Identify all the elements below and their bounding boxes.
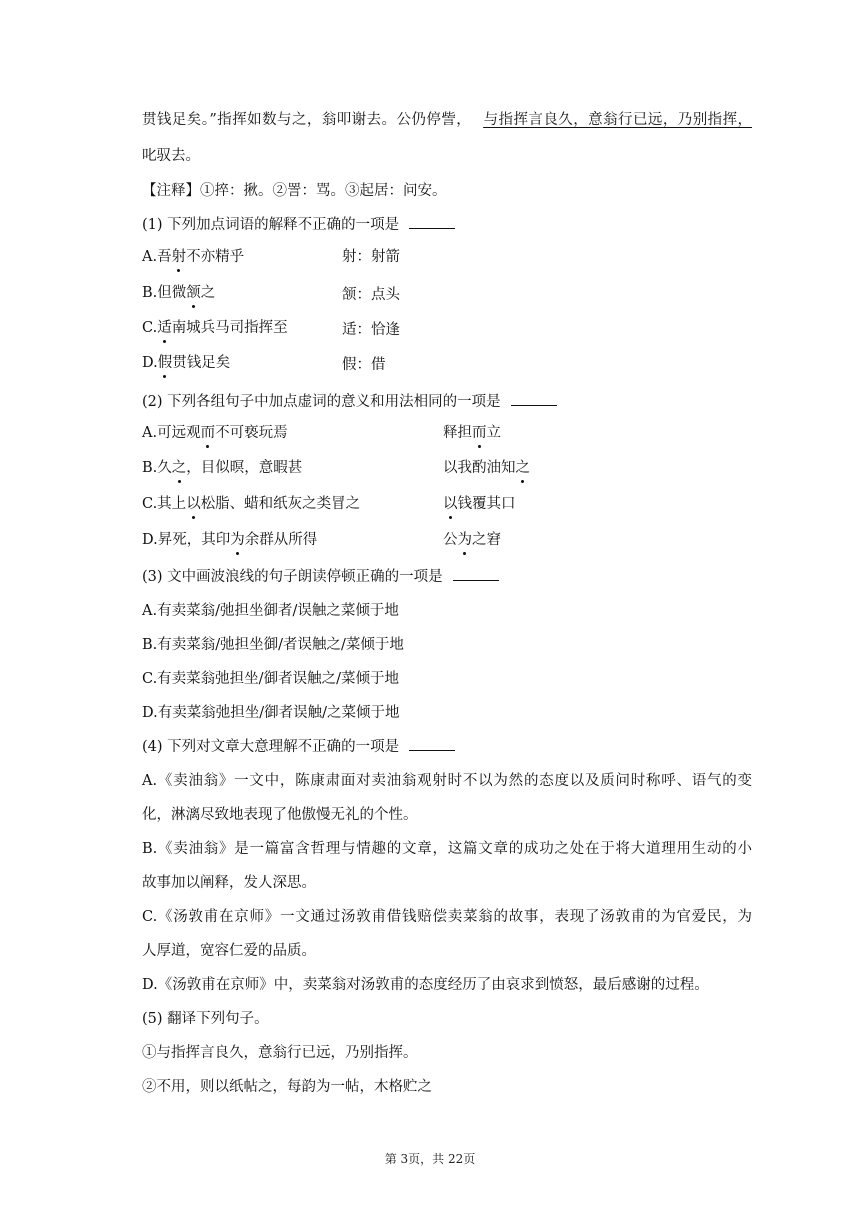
- passage-text: 贯钱足矣。”指挥如数与之，翁叩谢去。公仍停訾，: [142, 112, 472, 128]
- dotted-word: 适: [157, 320, 172, 336]
- q4-option-b-line-1: B.《卖油翁》是一篇富含哲理与情趣的文章，这篇文章的成功之处在于将大道理用生动的小: [142, 841, 752, 857]
- dotted-word: 而: [200, 425, 216, 441]
- page-number-footer: 第 3页，共 22页: [384, 1152, 476, 1166]
- underlined-sentence: 与指挥言良久，意翁行已远，乃别指挥，: [483, 112, 752, 128]
- q1-option-d-explanation: 假：借: [342, 357, 386, 373]
- q1-option-a: A.吾射不亦精乎 射：射箭: [142, 249, 400, 265]
- q4-option-b-line-2: 故事加以阐释，发人深思。: [142, 875, 316, 891]
- q5-sentence-1: ①与指挥言良久，意翁行已远，乃别指挥。: [142, 1045, 418, 1061]
- dotted-word: 为: [230, 532, 245, 548]
- q1-option-b: B.但微颔之 颔：点头: [142, 285, 400, 303]
- answer-blank: [511, 393, 557, 406]
- q2-option-a: A.可远观而不可亵玩焉 释担而立: [142, 425, 501, 441]
- answer-blank: [409, 216, 455, 229]
- dotted-word: 颔: [186, 285, 201, 301]
- q2-option-a-pair: 释担而立: [443, 425, 501, 441]
- q2-option-b-pair: 以我酌油知之: [443, 460, 530, 476]
- q2-option-c-pair: 以钱覆其口: [443, 496, 516, 512]
- answer-blank: [409, 738, 455, 751]
- dotted-word: 射: [171, 249, 187, 265]
- q5-sentence-2: ②不用，则以纸帖之，每韵为一帖，木格贮之: [142, 1079, 432, 1095]
- question-3-stem: (3) 文中画波浪线的句子朗读停顿正确的一项是: [142, 567, 752, 587]
- q4-option-c-line-2: 人厚道，宽容仁爱的品质。: [142, 943, 316, 959]
- q1-option-a-explanation: 射：射箭: [342, 249, 400, 265]
- q1-option-c-explanation: 适：恰逢: [342, 322, 400, 338]
- q1-option-d: D.假贯钱足矣 假：借: [142, 355, 386, 373]
- dotted-word: 之: [515, 460, 530, 476]
- q3-option-d: D.有卖菜翁弛担坐/御者误触/之菜倾于地: [142, 705, 400, 721]
- passage-line-2: 叱驭去。: [142, 148, 200, 164]
- dotted-word: 假: [157, 355, 173, 371]
- passage-line-1: [142, 110, 752, 130]
- dotted-word: 而: [472, 425, 487, 441]
- dotted-word: 之: [171, 460, 187, 476]
- annotation-notes: 【注释】①捽：揪。②詈：骂。③起居：问安。: [142, 183, 447, 199]
- q3-option-c: C.有卖菜翁弛担坐/御者误触之/菜倾于地: [142, 671, 399, 687]
- q1-option-b-explanation: 颔：点头: [342, 287, 400, 303]
- q1-option-c: C.适南城兵马司指挥至 适：恰逢: [142, 320, 400, 338]
- q4-option-a-line-2: 化，淋漓尽致地表现了他傲慢无礼的个性。: [142, 807, 418, 823]
- q4-option-d: D.《汤敦甫在京师》中，卖菜翁对汤敦甫的态度经历了由哀求到愤怒，最后感谢的过程。: [142, 977, 709, 993]
- question-5-stem: (5) 翻译下列句子。: [142, 1011, 269, 1027]
- answer-blank: [453, 568, 499, 581]
- question-4-stem: (4) 下列对文章大意理解不正确的一项是: [142, 737, 752, 757]
- q2-option-c: C.其上以松脂、蜡和纸灰之类冒之 以钱覆其口: [142, 496, 516, 512]
- dotted-word: 以: [186, 496, 201, 512]
- q3-option-b: B.有卖菜翁/弛担坐御/者误触之/菜倾于地: [142, 637, 404, 653]
- dotted-word: 以: [443, 496, 458, 512]
- q2-option-d: D.昇死，其印为余群从所得 公为之窘: [142, 532, 501, 548]
- q4-option-c-line-1: C.《汤敦甫在京师》一文通过汤敦甫借钱赔偿卖菜翁的故事，表现了汤敦甫的为官爱民，为: [142, 909, 752, 925]
- question-1-stem: (1) 下列加点词语的解释不正确的一项是: [142, 215, 752, 235]
- dotted-word: 为: [457, 532, 472, 548]
- q2-option-b: B.久之，目似暝，意暇甚 以我酌油知之: [142, 460, 530, 476]
- question-2-stem: (2) 下列各组句子中加点虚词的意义和用法相同的一项是: [142, 392, 752, 412]
- q4-option-a-line-1: A.《卖油翁》一文中，陈康肃面对卖油翁观射时不以为然的态度以及质问时称呼、语气的变: [142, 773, 752, 789]
- q3-option-a: A.有卖菜翁/弛担坐御者/误触之菜倾于地: [142, 603, 399, 619]
- q2-option-d-pair: 公为之窘: [443, 532, 501, 548]
